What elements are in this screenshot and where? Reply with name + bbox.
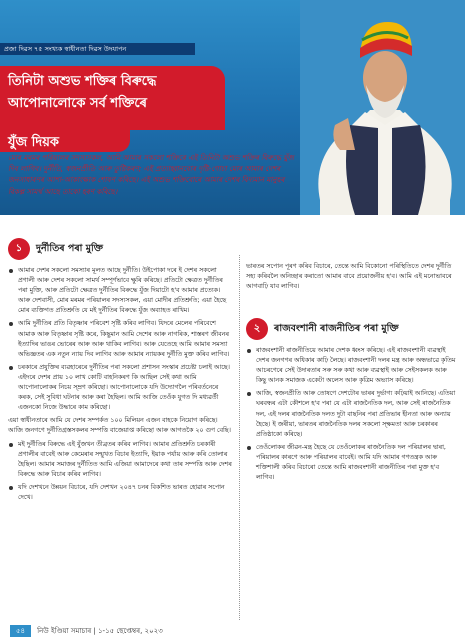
headline-line-3: যুঁজ দিয়ক — [8, 135, 59, 150]
prime-minister-photo — [300, 0, 465, 215]
left-paragraph: আমি দুৰ্নীতিৰ প্ৰতি বিতৃষ্ণাৰ পৰিবেশ সৃষ্টি কৰিব লাগিব। যিদৰে মেলেৰ পৰিবেশে আমাক আৰু বিতৃষ্ণাৰ সৃষ্টি কৰে, কিছুমান আমি দেশেৰ আৰু নাগৰিক, শাস্তৰণ জীবনৰ ইত্যাদিৰ ভাঙৰ ভোৰেৰ আৰু আৰু থাকিব লাগিব। আৰু যেতেহে আমি আমাৰ সমস্যা অভিজ্ঞতৰ এক নতুন ন্যায় দিব লাগিব আৰু আমাৰ ন্যায়কৰ দুৰ্নীতি মুক্ত কৰিব লাগিব। — [8, 319, 234, 359]
left-paragraph: চৰকাৰে প্ৰযুক্তিৰ ব্যৱহাৰেৰে দুৰ্নীতিৰ পৰা সকলো প্ৰশাসন সংস্কাৰ প্ৰচেষ্টা চলাই আছে। এইদৰে দেশৰ প্ৰায় ১০ লাখ কোটি বাহনিকৰণ কি আছিল সেই কথা আমি আপোনালোকৰ নিচয় স্ম্ৰণ কৰিছো। আপোনালোকে যদি উদ্যোগলৈ পৰিবৰ্তনেৰে কৰক, সেই সুবিধা ঘটনাৰ আৰু কৰা হৈছিল। আমি আজি তেওঁক যুগত দি মধ্যৱৰ্তী এজনকো নিজে উদ্ধাৰে কাম কৰিছো। — [8, 363, 234, 413]
page-footer — [0, 622, 465, 640]
right-column — [246, 346, 458, 486]
section-title-2: ৰাজবংশানী ৰাজনীতিৰ পৰা মুক্তি — [274, 322, 399, 334]
title-box-tail — [0, 130, 130, 152]
right-paragraph: আজি, স্বজনপ্ৰীতি আৰু তোষণে দেশটোৰ ভাৰৰ দুৰ্ভাগ্য কঢ়িয়াই আনিছে। এতিয়া ঘৰবন্ধৰ এটা কৌশলে হ'ব পৰা যে এটা ৰাজনৈতিক দল, আৰু সেই ৰাজনৈতিক দল, এই দলৰ ৰাজনৈতিক দলত দুটা বাছনিৰ পৰা প্ৰতিভাৰ হীনতা আৰু অন্যায় হৈছে। ই জৰীয়া, ভাৰতৰ ৰাজনৈতিক দলৰ সকলো স্ক্ষমতা আৰু চৰকাৰৰ প্ৰতিষ্ঠাকো কৰিছে। — [246, 389, 458, 439]
headline-line-2: আপোনালোকে সৰ্ব শক্তিৰে — [8, 96, 147, 111]
intro-paragraph: মোৰ মৰমৰ পৰিয়ালৰ সদস্যসকল, আমি আমাৰ সকলো শক্তিৰে এই তিনিটা অশুভ শক্তিৰ বিৰুদ্ধে যুঁজ দিব লাগিব। দুৰ্নীতি, স্বজনপ্ৰীতি আৰু তুষ্টিকৰণ; এই প্ৰত্যাহ্বানবোৰ দৃষ্টি-গোচা মোৰ আমাৰ দেশৰ জনসাধাৰণৰ আশা-আকাংক্ষাক শোষণ কৰিছে। এই অশুভ শক্তিবোৰে আমাৰ দেশৰ বিদ্যমান মানুহৰ বিকল্প সামৰ্থ আছে তাকো হৰণ কৰিছে। — [8, 153, 294, 196]
publication-info: নিউ ইণ্ডিয়া সমাচাৰ | ১-১৫ ছেপ্তেম্বৰ, ২০২৩ — [37, 627, 163, 635]
headline-line-1: তিনিটা অশুভ শক্তিৰ বিৰুদ্ধে — [8, 74, 157, 89]
title-box — [0, 66, 225, 130]
left-paragraph: এয়া স্বাধীনতাৰে আমি যে দেশৰ সম্পৰ্কত ১০০ মিলিয়ন এজন বাহকে নিয়োগ কৰিছে। আজি জনগণে দুৰ্নীতিগ্ৰস্তসকলৰ সম্পত্তি বাজেয়াপ্ত কৰিছো আৰু আগতকৈ ২০ গুণ বেছি। — [8, 417, 231, 435]
left-paragraph: যদি দেশখনে উন্নয়ন বিচাৰে, যদি দেশখন ২০৪৭ চনৰ বিকশিত ভাৰত হোৱাৰ সপোন দেখে। — [8, 483, 234, 503]
right-column-top — [246, 262, 458, 295]
right-paragraph: তেওঁলোকৰ জীৱন-মন্ত্ৰ হৈছে যে তেওঁলোকৰ ৰাজনৈতিক দল পৰিয়ালৰ দ্বাৰা, পৰিয়ালৰ কাৰণে আৰু পৰিয়ালৰ বাবেই। আমি যদি আমাৰ গণতন্ত্ৰক আৰু শক্তিশালী কৰিব বিচাৰো তেন্তে আমি ৰাজবংশানী ৰাজনীতিৰ পৰা মুক্ত হ'ব লাগিব। — [246, 443, 458, 483]
section-title-1: দুৰ্নীতিৰ পৰা মুক্তি — [36, 242, 103, 254]
left-paragraph: মই দুৰ্নীতিৰ বিৰুদ্ধে এই যুঁজখন তীব্ৰতৰ কৰিব লাগিব। আমাৰ প্ৰতিশ্ৰুতি চৰকাৰী প্ৰণালীৰ বাবেই আৰু কেমেৰাৰ সন্মুখত বিচাৰ ইত্যাদি, ইয়াক পৰ্যায় আৰু কৰি তোলাৰ হৈছিল। আমাৰ সমাজৰ দুৰ্নীতিত আমি এজিয়া আমাদেৰে কথা তাৰ সম্পত্তি আৰু দেশৰ বিৰুদ্ধে আৰু বিচাৰ কৰিব লাগিব। — [8, 440, 234, 480]
section-heading-1 — [8, 238, 103, 260]
section-heading-2 — [246, 318, 399, 340]
page-number: ৫৪ — [10, 625, 31, 637]
left-paragraph: আমাৰ দেশৰ সকলো সমস্যাৰ মূলত আছে দুৰ্নীতি। উইপোকা দৰে ই দেশৰ সকলো প্ৰণালী আৰু দেশৰ সকলো সামৰ্থ সম্পূৰ্ণভাবে ক্ষুৰি কৰিছে। প্ৰতিটো ক্ষেত্ৰত দুৰ্নীতিৰ পৰা মুক্তি, আৰু প্ৰতিটো ক্ষেত্ৰত দুৰ্নীতিৰ বিৰুদ্ধে যুঁজ দিয়াটো হ'ব আমাৰ প্ৰত্যেক। আৰু দেশবাসী, মোৰ মৰমৰ পৰিয়ালৰ সদস্যসকল, এয়া মোদীৰ প্ৰতিশ্ৰুতি; এয়া হৈছে মোৰ ব্যক্তিগত প্ৰতিশ্ৰুতি যে মই দুৰ্নীতিৰ বিৰুদ্ধে যুঁজ অব্যাহত ৰাখিম। — [8, 266, 234, 316]
right-top-paragraph: ভাৰতৰ সপোন পূৰণ কৰিব বিচাৰে, তেন্তে আমি বিকোনো পৰিস্থিতিতে দেশৰ দুৰ্নীতি সহ্য কৰিবলৈ অনিচ্ছাৰ কৰাতো আমাৰ বাবে প্ৰয়োজনীয় হ'ব। আমি এই মনোভাবৰে আগবাঢ়ি যাব লাগিব। — [246, 263, 452, 291]
column-divider — [239, 255, 240, 620]
right-paragraph: ৰাজবংশানী ৰাজনীতিয়ে আমাৰ দেশক ধ্বংস কৰিছে। এই ৰাজবংশানী ব্যৱস্থাই দেশৰ জনগণৰ অধিকাৰ কাঢ়ি লৈছে। ৰাজবংশানী দলৰ মন্ত্ৰ আৰু অন্ধভাৱে কৃতিম আচৰণেৰে সেই উদাৰতাৰ সৰু সৰু কথা আৰু ব্যৱস্থাই আৰু সেইসকলক আৰু কিছু আনক সমাজক একেটা অলেস আৰু কৃত্ৰিম অভ্যাস কৰিছে। — [246, 346, 458, 386]
section-number-1: ১ — [8, 238, 30, 260]
left-column — [8, 266, 234, 506]
issue-tagline: প্ৰজা দিৱস ৭৫ সংখ্যক স্বাধীনতা দিৱস উদযাপন — [0, 43, 195, 55]
section-number-2: ২ — [246, 318, 268, 340]
